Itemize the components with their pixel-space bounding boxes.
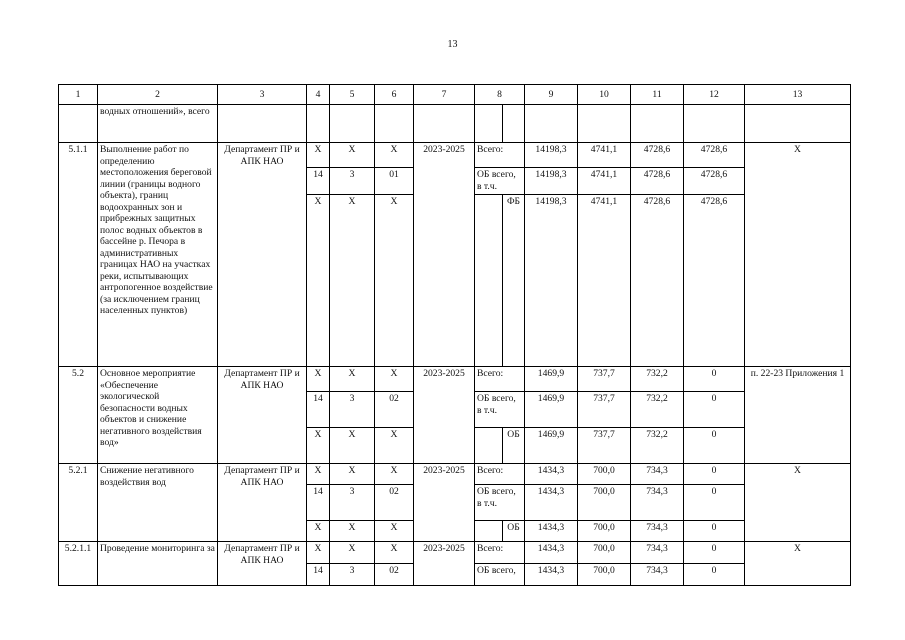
source-label: Всего:	[475, 143, 525, 168]
amount-cell: 700,0	[578, 485, 631, 521]
code-cell: Х	[375, 143, 414, 168]
code-cell: 02	[375, 392, 414, 428]
row-number: 5.2.1.1	[59, 542, 98, 586]
note: Х	[745, 542, 851, 586]
amount-cell: 14198,3	[525, 143, 578, 168]
amount-cell: 1434,3	[525, 464, 578, 485]
code-cell: Х	[307, 367, 330, 392]
amount-cell: 737,7	[578, 367, 631, 392]
executor: Департамент ПР и АПК НАО	[218, 367, 307, 464]
amount-cell: 0	[684, 464, 745, 485]
code-cell: 14	[307, 168, 330, 195]
code-cell: Х	[375, 367, 414, 392]
code-cell: 3	[330, 564, 375, 586]
source-label: ОБ всего,	[475, 564, 525, 586]
row-number: 5.1.1	[59, 143, 98, 367]
amount-cell: 4741,1	[578, 195, 631, 367]
table-row	[59, 542, 851, 564]
amount-cell: 0	[684, 485, 745, 521]
code-cell: Х	[330, 464, 375, 485]
code-cell: Х	[330, 521, 375, 542]
period: 2023-2025	[414, 464, 475, 542]
amount-cell: 734,3	[631, 464, 684, 485]
amount-cell: 4728,6	[684, 195, 745, 367]
code-cell: Х	[307, 464, 330, 485]
header-cell: 10	[578, 85, 631, 105]
amount-cell: 14198,3	[525, 168, 578, 195]
amount-cell: 0	[684, 564, 745, 586]
source-label: ОБ всего, в т.ч.	[475, 485, 525, 521]
amount-cell: 0	[684, 392, 745, 428]
header-cell: 11	[631, 85, 684, 105]
period: 2023-2025	[414, 367, 475, 464]
amount-cell: 700,0	[578, 564, 631, 586]
header-row	[59, 85, 851, 105]
activity-name: Основное мероприятие «Обеспечение экологической безопасности водных объектов и снижение негативного воздействия вод»	[98, 367, 218, 464]
header-cell: 12	[684, 85, 745, 105]
code-cell: Х	[330, 143, 375, 168]
page-number: 13	[447, 39, 458, 50]
executor: Департамент ПР и АПК НАО	[218, 464, 307, 542]
amount-cell: 737,7	[578, 428, 631, 464]
amount-cell: 734,3	[631, 542, 684, 564]
amount-cell: 1469,9	[525, 392, 578, 428]
source-label: ОБ всего, в т.ч.	[475, 392, 525, 428]
code-cell: Х	[330, 542, 375, 564]
header-cell: 7	[414, 85, 475, 105]
code-cell: Х	[307, 542, 330, 564]
header-cell: 13	[745, 85, 851, 105]
amount-cell: 14198,3	[525, 195, 578, 367]
code-cell: Х	[330, 428, 375, 464]
amount-cell: 0	[684, 428, 745, 464]
code-cell: 3	[330, 392, 375, 428]
row-number: 5.2.1	[59, 464, 98, 542]
amount-cell: 1469,9	[525, 428, 578, 464]
header-cell: 5	[330, 85, 375, 105]
table-row	[59, 143, 851, 168]
executor: Департамент ПР и АПК НАО	[218, 542, 307, 586]
amount-cell: 4728,6	[631, 143, 684, 168]
program-table	[58, 84, 851, 586]
code-cell: Х	[375, 464, 414, 485]
amount-cell: 1469,9	[525, 367, 578, 392]
header-cell: 4	[307, 85, 330, 105]
amount-cell: 4728,6	[684, 143, 745, 168]
amount-cell: 737,7	[578, 392, 631, 428]
amount-cell: 700,0	[578, 521, 631, 542]
amount-cell: 4741,1	[578, 143, 631, 168]
amount-cell: 4741,1	[578, 168, 631, 195]
amount-cell: 0	[684, 542, 745, 564]
activity-name: Проведение мониторинга за	[98, 542, 218, 586]
header-cell: 9	[525, 85, 578, 105]
code-cell: Х	[307, 143, 330, 168]
amount-cell: 1434,3	[525, 542, 578, 564]
code-cell: 02	[375, 564, 414, 586]
activity-name: Снижение негативного воздействия вод	[98, 464, 218, 542]
amount-cell: 4728,6	[631, 168, 684, 195]
table-row	[59, 105, 851, 143]
amount-cell: 1434,3	[525, 485, 578, 521]
code-cell: 01	[375, 168, 414, 195]
code-cell: Х	[307, 195, 330, 367]
amount-cell: 4728,6	[631, 195, 684, 367]
code-cell: 14	[307, 485, 330, 521]
table-row	[59, 367, 851, 392]
code-cell: 02	[375, 485, 414, 521]
amount-cell: 0	[684, 367, 745, 392]
amount-cell: 0	[684, 521, 745, 542]
note: п. 22-23 Приложения 1	[745, 367, 851, 464]
amount-cell: 734,3	[631, 485, 684, 521]
code-cell: 14	[307, 392, 330, 428]
code-cell: 14	[307, 564, 330, 586]
header-cell: 6	[375, 85, 414, 105]
source-label: Всего:	[475, 367, 525, 392]
period: 2023-2025	[414, 542, 475, 586]
header-cell: 8	[475, 85, 525, 105]
amount-cell: 700,0	[578, 464, 631, 485]
code-cell: Х	[375, 521, 414, 542]
source-label: ФБ	[503, 195, 525, 367]
source-label: ОБ	[503, 428, 525, 464]
note: Х	[745, 143, 851, 367]
code-cell: Х	[375, 542, 414, 564]
table-row	[59, 464, 851, 485]
activity-name: Выполнение работ по определению местоположения береговой линии (границы водного объекта), границ водоохранных зон и прибрежных защитных полос водных объектов в бассейне р. Печора в административных границах НАО на участках реки, испытывающих антропогенное воздействие (за исключением границ населенных пунктов)	[98, 143, 218, 367]
header-cell: 3	[218, 85, 307, 105]
source-label: Всего:	[475, 464, 525, 485]
source-label: ОБ всего, в т.ч.	[475, 168, 525, 195]
amount-cell: 1434,3	[525, 564, 578, 586]
code-cell: Х	[375, 195, 414, 367]
amount-cell: 732,2	[631, 392, 684, 428]
source-label: ОБ	[503, 521, 525, 542]
code-cell: 3	[330, 168, 375, 195]
amount-cell: 732,2	[631, 367, 684, 392]
code-cell: Х	[330, 195, 375, 367]
header-cell: 1	[59, 85, 98, 105]
amount-cell: 1434,3	[525, 521, 578, 542]
code-cell: Х	[307, 428, 330, 464]
note: Х	[745, 464, 851, 542]
code-cell: Х	[375, 428, 414, 464]
row-number: 5.2	[59, 367, 98, 464]
amount-cell: 732,2	[631, 428, 684, 464]
source-label: Всего:	[475, 542, 525, 564]
activity-name: водных отношений», всего	[98, 105, 218, 143]
amount-cell: 734,3	[631, 564, 684, 586]
header-cell: 2	[98, 85, 218, 105]
executor: Департамент ПР и АПК НАО	[218, 143, 307, 367]
amount-cell: 734,3	[631, 521, 684, 542]
amount-cell: 700,0	[578, 542, 631, 564]
period: 2023-2025	[414, 143, 475, 367]
amount-cell: 4728,6	[684, 168, 745, 195]
code-cell: Х	[330, 367, 375, 392]
code-cell: 3	[330, 485, 375, 521]
code-cell: Х	[307, 521, 330, 542]
